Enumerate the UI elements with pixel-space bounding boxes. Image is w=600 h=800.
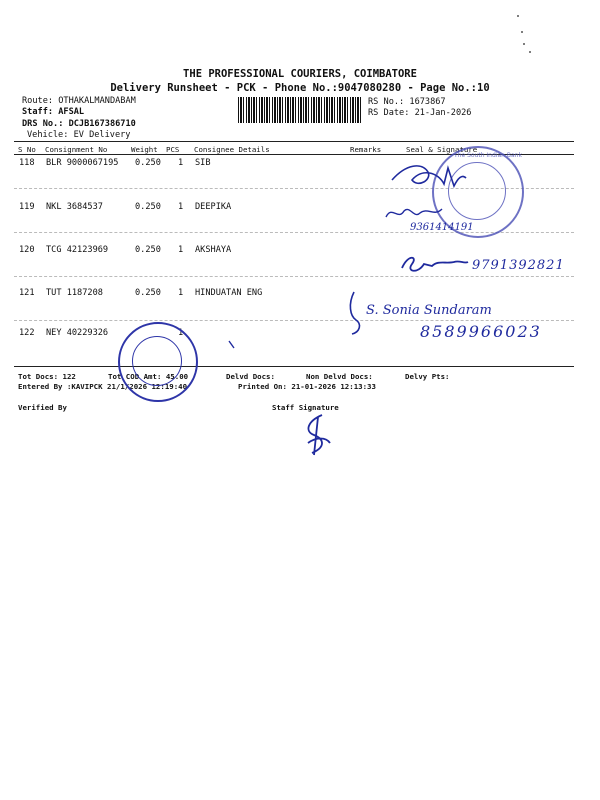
tick-mark [228,340,236,350]
col-consignee-header: Consignee Details [194,145,270,154]
row-consignee: SIB [195,158,211,168]
row-divider [14,320,574,321]
printed-on: Printed On: 21-01-2026 12:13:33 [238,382,376,391]
company-title: THE PROFESSIONAL COURIERS, COIMBATORE [183,68,417,80]
entered-by: Entered By :KAVIPCK 21/1/2026 12:19:40 [18,382,188,391]
row-divider [14,276,574,277]
non-delvd-docs: Non Delvd Docs: [306,372,373,381]
row-weight: 0.250 [135,288,161,298]
table-top-rule [14,141,574,142]
signature-row-121-flourish [344,290,366,336]
signature-row-118 [388,158,468,198]
delvd-docs: Delvd Docs: [226,372,275,381]
row-consignment: NKL 3684537 [46,202,103,212]
row-consignee: AKSHAYA [195,245,232,255]
row-consignment: NEY 40229326 [46,328,109,338]
row-sno: 122 [19,328,35,338]
vehicle-text: Vehicle: EV Delivery [27,130,131,140]
row-sno: 120 [19,245,35,255]
name-row-121: S. Sonia Sundaram [366,303,492,318]
signature-row-119 [384,203,454,223]
row-consignee: HINDUATAN ENG [195,288,263,298]
row-consignment: BLR 9000067195 [46,158,119,168]
courier-seal-stamp [118,322,198,402]
row-sno: 118 [19,158,35,168]
tot-cod-amount: Tot COD Amt: 45.00 [108,372,189,381]
col-seal-header: Seal & Signature [406,145,478,154]
row-sno: 119 [19,202,35,212]
col-weight-header: Weight [131,145,158,154]
row-consignment: TCG 42123969 [46,245,109,255]
row-weight: 0.250 [135,202,161,212]
phone-row-121: 8589966023 [420,322,542,341]
row-sno: 121 [19,288,35,298]
staff-text: Staff: AFSAL [22,107,85,117]
row-pcs: 1 [178,245,184,255]
row-pcs: 1 [178,288,184,298]
table-bottom-rule [14,366,574,367]
row-pcs: 1 [178,328,184,338]
rs-date: RS Date: 21-Jan-2026 [368,108,472,118]
row-consignee: DEEPIKA [195,202,232,212]
row-pcs: 1 [178,158,184,168]
staff-signature-mark [300,413,336,457]
col-sno-header: S No [18,145,36,154]
verified-by-label: Verified By [18,403,67,412]
col-consignment-header: Consignment No [45,145,108,154]
stray-marks [512,14,536,54]
staff-signature-label: Staff Signature [272,403,339,412]
drs-number: DRS No.: DCJB167386710 [22,119,136,129]
row-consignment: TUT 1187208 [46,288,103,298]
signature-row-120 [398,250,470,276]
tot-docs: Tot Docs: 122 [18,372,76,381]
phone-row-119: 9361414191 [410,222,474,233]
phone-row-120: 9791392821 [472,258,565,273]
row-weight: 0.250 [135,245,161,255]
route-text: Route: OTHAKALMANDABAM [22,96,136,106]
runsheet-title: Delivery Runsheet - PCK - Phone No.:9047080280 - Page No.:10 [110,82,490,94]
row-weight: 0.250 [135,158,161,168]
bank-seal-label: The South Indian Bank [454,152,522,159]
rs-number: RS No.: 1673867 [368,97,446,107]
col-pcs-header: PCS [166,145,180,154]
col-remarks-header: Remarks [350,145,382,154]
delvy-pts: Delvy Pts: [405,372,450,381]
drs-barcode [238,97,362,123]
row-pcs: 1 [178,202,184,212]
